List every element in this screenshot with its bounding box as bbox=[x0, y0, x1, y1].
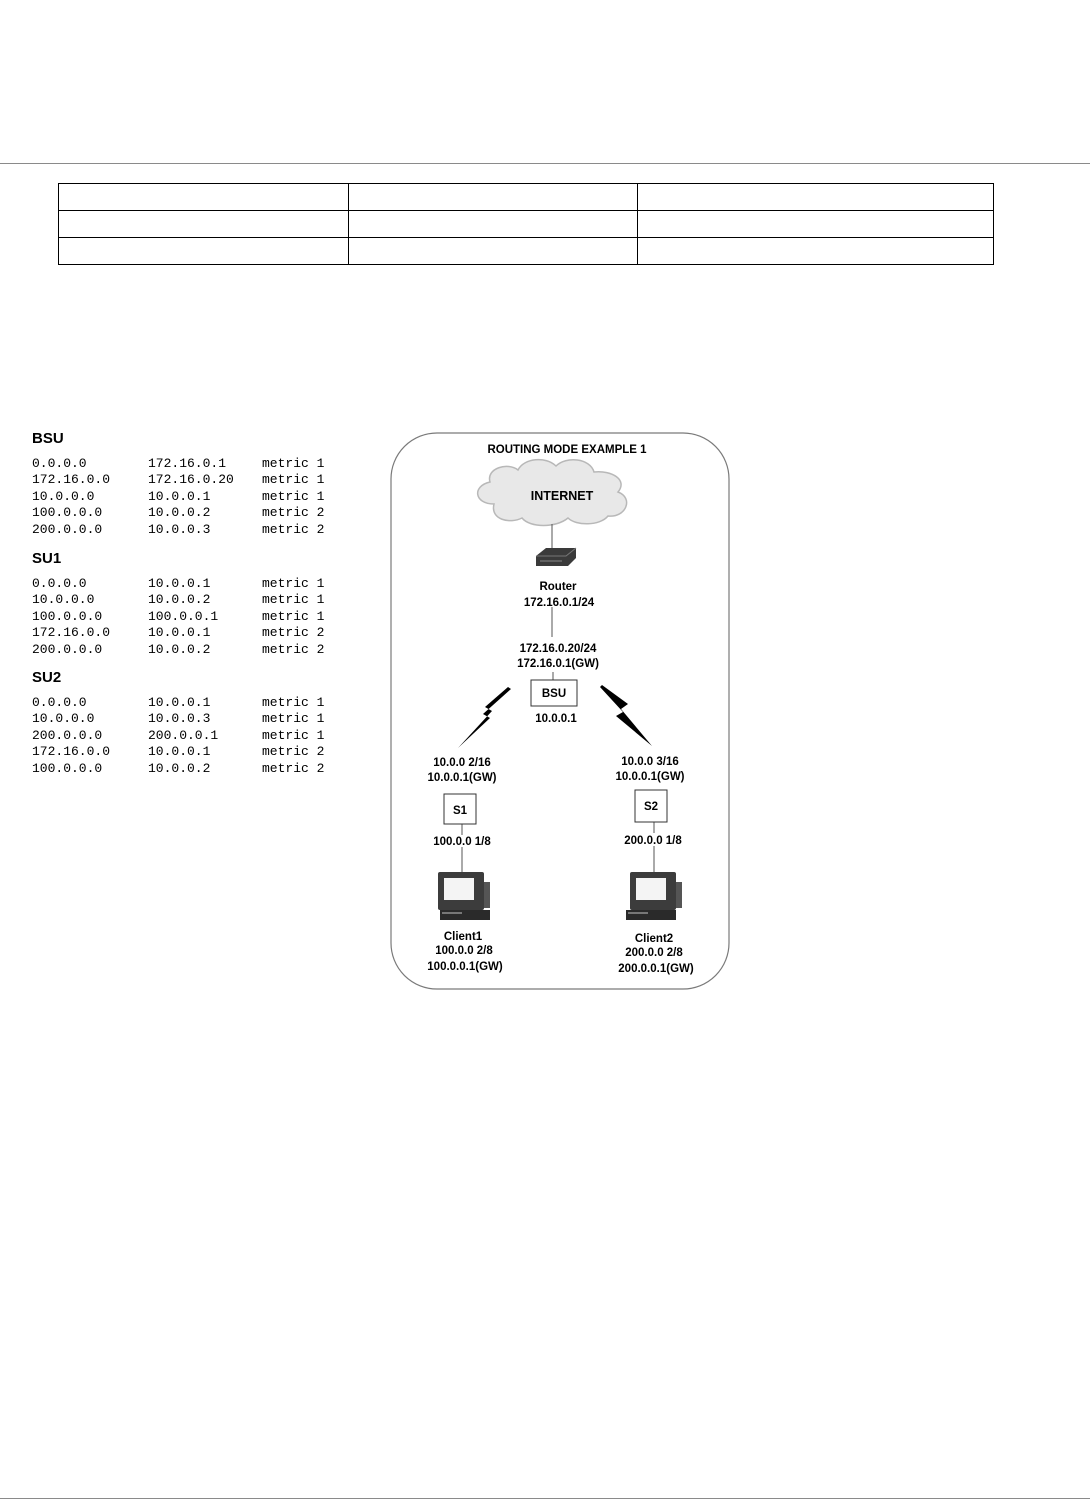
s2-wlan-gateway: 10.0.0.1(GW) bbox=[615, 771, 685, 783]
s2-lan-ip: 200.0.0 1/8 bbox=[624, 835, 682, 847]
diagram-title: ROUTING MODE EXAMPLE 1 bbox=[487, 444, 647, 456]
route-metric: metric 2 bbox=[262, 521, 325, 537]
computer-icon bbox=[626, 872, 682, 920]
route-destination: 200.0.0.0 bbox=[32, 641, 103, 657]
route-row bbox=[32, 576, 325, 592]
bsu-wan-ip: 172.16.0.20/24 bbox=[519, 643, 597, 655]
route-gateway: 10.0.0.2 bbox=[148, 760, 211, 776]
route-metric: metric 2 bbox=[262, 625, 325, 641]
route-destination: 200.0.0.0 bbox=[32, 727, 103, 743]
table-cell bbox=[349, 211, 638, 238]
route-gateway: 10.0.0.3 bbox=[148, 521, 211, 537]
table-cell bbox=[59, 238, 349, 265]
route-destination: 0.0.0.0 bbox=[32, 576, 87, 591]
route-gateway: 10.0.0.3 bbox=[148, 711, 211, 727]
route-destination: 100.0.0.0 bbox=[32, 608, 103, 624]
route-row bbox=[32, 641, 325, 658]
route-destination: 10.0.0.0 bbox=[32, 592, 95, 608]
route-gateway: 172.16.0.20 bbox=[148, 472, 234, 488]
routing-table-title: BSU bbox=[32, 430, 64, 447]
bsu-ip: 10.0.0.1 bbox=[535, 713, 577, 725]
route-metric: metric 2 bbox=[262, 760, 325, 776]
route-gateway: 10.0.0.1 bbox=[148, 576, 211, 591]
route-gateway: 10.0.0.1 bbox=[148, 695, 211, 710]
route-metric: metric 1 bbox=[262, 472, 325, 488]
client1-gateway: 100.0.0.1(GW) bbox=[427, 961, 503, 973]
route-destination: 100.0.0.0 bbox=[32, 760, 103, 776]
header-table bbox=[58, 183, 994, 265]
router-ip: 172.16.0.1/24 bbox=[523, 597, 595, 609]
route-gateway: 10.0.0.2 bbox=[148, 641, 211, 657]
client2-ip: 200.0.0 2/8 bbox=[625, 947, 683, 959]
routing-table-title: SU2 bbox=[32, 669, 62, 686]
s1-wlan-ip: 10.0.0 2/16 bbox=[433, 757, 491, 769]
route-metric: metric 2 bbox=[262, 744, 325, 760]
routing-table-bsu bbox=[32, 430, 325, 538]
route-metric: metric 1 bbox=[262, 727, 325, 743]
table-cell bbox=[349, 238, 638, 265]
routing-table-su1 bbox=[32, 550, 325, 658]
route-row bbox=[32, 625, 325, 641]
bsu-label: BSU bbox=[541, 688, 567, 700]
route-row bbox=[32, 695, 325, 711]
client1-ip: 100.0.0 2/8 bbox=[435, 945, 493, 957]
route-row bbox=[32, 760, 325, 777]
route-gateway: 172.16.0.1 bbox=[148, 456, 227, 471]
route-metric: metric 1 bbox=[262, 711, 325, 727]
table-cell bbox=[349, 184, 638, 211]
route-row bbox=[32, 472, 325, 488]
table-cell bbox=[638, 184, 994, 211]
table-cell bbox=[638, 211, 994, 238]
header-rule bbox=[0, 163, 1090, 164]
route-row bbox=[32, 711, 325, 727]
route-row bbox=[32, 592, 325, 608]
route-row bbox=[32, 488, 325, 505]
client2-name: Client2 bbox=[634, 933, 674, 945]
routing-table-title: SU1 bbox=[32, 550, 62, 567]
route-gateway: 10.0.0.2 bbox=[148, 505, 211, 521]
table-cell bbox=[638, 238, 994, 265]
route-destination: 10.0.0.0 bbox=[32, 711, 95, 727]
route-destination: 172.16.0.0 bbox=[32, 472, 111, 488]
s1-wlan-gateway: 10.0.0.1(GW) bbox=[427, 772, 497, 784]
route-row bbox=[32, 744, 325, 760]
routing-table-su2 bbox=[32, 669, 325, 777]
computer-icon bbox=[438, 872, 490, 920]
routing-diagram bbox=[390, 432, 730, 990]
route-row bbox=[32, 456, 325, 472]
route-metric: metric 1 bbox=[262, 695, 325, 710]
table-row bbox=[59, 238, 994, 265]
route-metric: metric 1 bbox=[262, 576, 325, 591]
internet-label: INTERNET bbox=[530, 489, 594, 503]
bsu-wan-gateway: 172.16.0.1(GW) bbox=[517, 658, 599, 670]
route-metric: metric 1 bbox=[262, 608, 325, 624]
footer-rule bbox=[0, 1498, 1090, 1499]
route-gateway: 10.0.0.2 bbox=[148, 592, 211, 608]
route-gateway: 10.0.0.1 bbox=[148, 625, 211, 641]
route-destination: 10.0.0.0 bbox=[32, 488, 95, 504]
route-metric: metric 2 bbox=[262, 505, 325, 521]
route-destination: 172.16.0.0 bbox=[32, 744, 111, 760]
route-gateway: 100.0.0.1 bbox=[148, 608, 219, 624]
route-destination: 0.0.0.0 bbox=[32, 456, 87, 471]
route-row bbox=[32, 727, 325, 744]
table-cell bbox=[59, 184, 349, 211]
table-row bbox=[59, 184, 994, 211]
route-row bbox=[32, 505, 325, 521]
route-gateway: 200.0.0.1 bbox=[148, 727, 219, 743]
client2-gateway: 200.0.0.1(GW) bbox=[618, 963, 694, 975]
route-row bbox=[32, 608, 325, 625]
route-destination: 0.0.0.0 bbox=[32, 695, 87, 710]
s1-label: S1 bbox=[452, 805, 468, 817]
table-row bbox=[59, 211, 994, 238]
router-name: Router bbox=[539, 581, 577, 593]
route-metric: metric 2 bbox=[262, 641, 325, 657]
client1-name: Client1 bbox=[443, 931, 483, 943]
route-destination: 172.16.0.0 bbox=[32, 625, 111, 641]
s2-wlan-ip: 10.0.0 3/16 bbox=[621, 756, 679, 768]
table-cell bbox=[59, 211, 349, 238]
s2-label: S2 bbox=[643, 801, 659, 813]
s1-lan-ip: 100.0.0 1/8 bbox=[433, 836, 491, 848]
route-row bbox=[32, 521, 325, 538]
route-gateway: 10.0.0.1 bbox=[148, 488, 211, 504]
route-destination: 100.0.0.0 bbox=[32, 505, 103, 521]
route-gateway: 10.0.0.1 bbox=[148, 744, 211, 760]
route-destination: 200.0.0.0 bbox=[32, 521, 103, 537]
route-metric: metric 1 bbox=[262, 592, 325, 608]
route-metric: metric 1 bbox=[262, 488, 325, 504]
route-metric: metric 1 bbox=[262, 456, 325, 471]
